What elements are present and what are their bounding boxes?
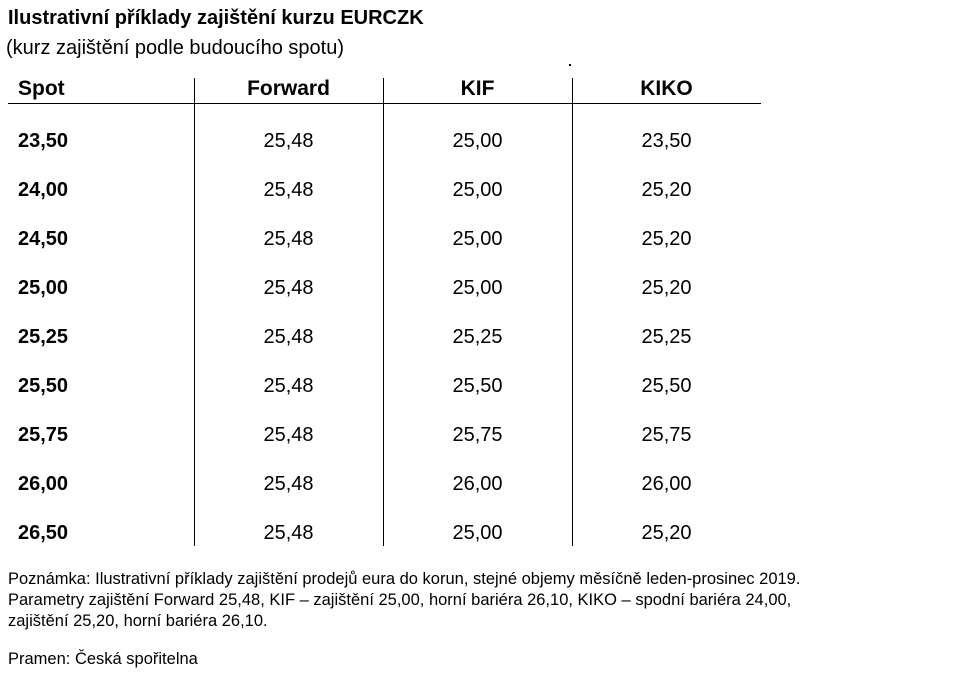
cell-kif: 25,00 [452,130,503,152]
cell-forward: 25,48 [263,522,314,544]
cell-kif: 25,00 [452,179,503,201]
cell-kiko: 25,20 [641,277,692,299]
footnote [8,569,960,632]
header-kif: KIF [460,77,495,100]
page-title: Ilustrativní příklady zajištění kurzu EURCZK [8,7,424,29]
cell-kiko: 25,20 [641,179,692,201]
cell-kif: 25,50 [452,375,503,397]
page-subtitle: (kurz zajištění podle budoucího spotu) [6,37,344,59]
cell-kiko: 23,50 [641,130,692,152]
cell-forward: 25,48 [263,473,314,495]
header-kiko: KIKO [640,77,693,100]
cell-kiko: 25,20 [641,228,692,250]
cell-kiko: 26,00 [641,473,692,495]
cell-kif: 25,00 [452,228,503,250]
header-rule [8,103,761,104]
header-spot: Spot [18,77,65,100]
cell-forward: 25,48 [263,277,314,299]
cell-kif: 25,00 [452,522,503,544]
footnote-line: Parametry zajištění Forward 25,48, KIF – zajištění 25,00, horní bariéra 26,10, KIKO – spodní bariéra 24,00, [8,591,792,609]
cell-kif: 25,25 [452,326,503,348]
cell-kif: 26,00 [452,473,503,495]
cell-forward: 25,48 [263,179,314,201]
stray-dot [569,64,571,66]
footnote-line: zajištění 25,20, horní bariéra 26,10. [8,612,268,630]
cell-kiko: 25,50 [641,375,692,397]
cell-forward: 25,48 [263,326,314,348]
cell-spot: 25,25 [18,326,69,348]
cell-forward: 25,48 [263,130,314,152]
header-forward: Forward [247,77,330,100]
cell-forward: 25,48 [263,375,314,397]
cell-spot: 23,50 [18,130,69,152]
cell-forward: 25,48 [263,424,314,446]
cell-spot: 26,50 [18,522,69,544]
cell-spot: 25,75 [18,424,69,446]
cell-spot: 24,00 [18,179,69,201]
cell-spot: 26,00 [18,473,69,495]
cell-spot: 25,00 [18,277,69,299]
cell-kif: 25,00 [452,277,503,299]
footnote-line: Poznámka: Ilustrativní příklady zajištění prodejů eura do korun, stejné objemy měsíčně leden-prosinec 2019. [8,570,801,588]
cell-kiko: 25,75 [641,424,692,446]
cell-kiko: 25,25 [641,326,692,348]
cell-kif: 25,75 [452,424,503,446]
cell-spot: 25,50 [18,375,69,397]
hedging-table [0,74,963,554]
cell-kiko: 25,20 [641,522,692,544]
cell-spot: 24,50 [18,228,69,250]
cell-forward: 25,48 [263,228,314,250]
source-line: Pramen: Česká spořitelna [8,650,198,668]
